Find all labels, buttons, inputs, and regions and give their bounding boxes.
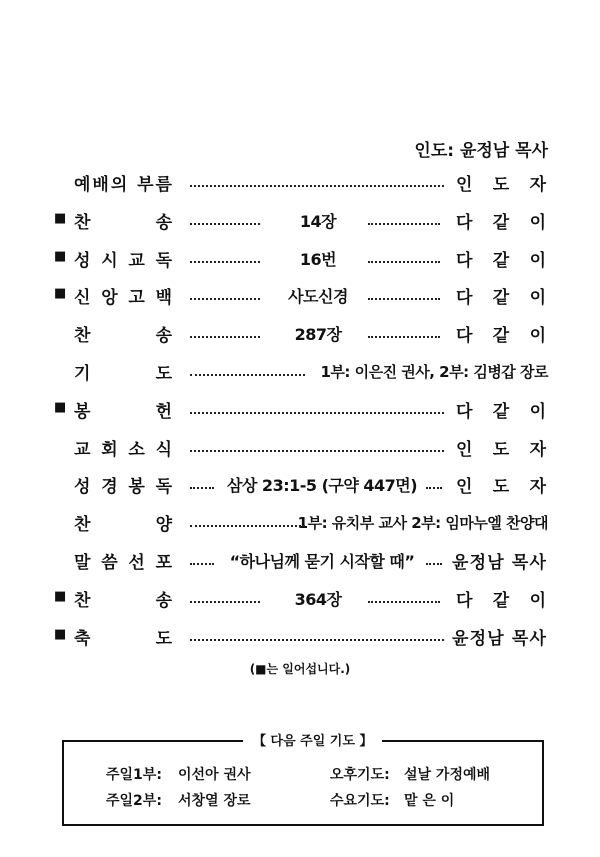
standing-marker: ■ [54,249,67,264]
presider-line: 인도: 윤정남 목사 [414,141,548,161]
order-label-char: 소 [128,439,145,460]
standing-marker: ■ [54,286,67,301]
order-detail: 16번 [299,249,337,269]
order-assignee [456,432,546,462]
order-label-char: 씀 [101,552,118,573]
order-label-char: 독 [155,250,172,271]
order-row [0,167,600,197]
order-assignee [456,583,546,613]
order-label-char: 배 [92,174,109,195]
order-assignee-char: 다 [456,250,473,271]
order-assignee-char: 이 [529,212,546,233]
order-label-char: 말 [74,552,91,573]
order-assignee [456,167,546,197]
order-assignee [456,318,546,348]
dot-leader [190,175,444,187]
order-label-char: 송 [155,325,172,346]
order-label-char: 식 [155,439,172,460]
standing-marker: ■ [54,589,67,604]
order-label [74,394,172,424]
order-label-char: 예 [74,174,91,195]
prayer-key-1: 주일1부: [106,767,162,783]
order-assignee [456,280,546,310]
order-assignee-char: 사 [529,628,546,649]
order-assignee [456,394,546,424]
order-label [74,621,172,651]
order-label-char: 신 [74,287,91,308]
order-row [0,545,600,575]
order-detail: 삼상 23:1-5 (구약 447면) [226,475,418,495]
order-assignee-char: 다 [456,212,473,233]
order-label-char: 름 [155,174,172,195]
order-assignee: 1부: 이은진 권사, 2부: 김병갑 장로 [320,362,548,381]
dot-leader [368,251,440,263]
order-detail: 287장 [294,324,342,344]
standing-marker: ■ [54,211,67,226]
order-label-char: 봉 [128,476,145,497]
order-assignee-char: 같 [492,212,510,233]
order-assignee-char: 윤 [452,552,469,573]
order-detail: 사도신경 [288,286,348,306]
order-label-char: 송 [155,212,172,233]
order-assignee [456,205,546,235]
order-detail: 14장 [299,211,337,231]
prayer-value-1: 이선아 권사 [178,767,251,783]
order-assignee-char: 인 [456,174,473,195]
order-assignee-char: 남 [487,628,504,649]
order-assignee-char: 도 [492,439,510,460]
prayer-key-4: 수요기도: [330,793,390,809]
order-assignee-char: 다 [456,590,473,611]
order-label [74,318,172,348]
order-detail: 364장 [294,589,342,609]
order-label [74,507,172,537]
order-row [0,356,600,386]
order-label-char: 헌 [155,401,172,422]
order-label [74,205,172,235]
order-assignee [456,243,546,273]
dot-leader [190,288,260,300]
order-label-char: 찬 [74,212,91,233]
order-assignee-char: 목 [511,628,529,649]
order-assignee-char: 같 [492,325,510,346]
order-label-char: 성 [74,250,91,271]
order-label-char: 앙 [101,287,118,308]
order-label [74,167,172,197]
order-assignee-char: 같 [492,401,510,422]
standing-marker: ■ [54,400,67,415]
dot-leader [190,364,305,376]
dot-leader [190,477,214,489]
order-row [0,621,600,651]
dot-leader [190,591,260,603]
order-row [0,394,600,424]
order-label [74,469,172,499]
dot-leader [190,213,260,225]
order-row [0,583,600,613]
order-assignee-char [505,550,511,570]
prayer-value-3: 서창열 장로 [178,793,251,809]
order-label-char: 송 [155,590,172,611]
dot-leader [368,213,440,225]
order-row [0,243,600,273]
dot-leader [426,477,442,489]
order-assignee-char: 다 [456,401,473,422]
order-label-char: 백 [155,287,172,308]
order-assignee-char: 다 [456,325,473,346]
order-row [0,507,600,537]
order-assignee-char: 이 [529,401,546,422]
order-label-char: 도 [155,628,172,649]
order-row [0,432,600,462]
order-label [74,545,172,575]
prayer-value-2: 설날 가정예배 [404,767,491,783]
standing-note: (■는 일어섭니다.) [249,662,351,676]
order-row [0,469,600,499]
order-assignee-char: 인 [456,439,473,460]
order-label-char: 봉 [74,401,91,422]
next-prayer-title: 【 다음 주일 기도 】 [243,730,382,749]
order-detail: “하나님께 묻기 시작할 때” [229,551,415,571]
order-assignee-char: 정 [469,552,487,573]
order-assignee-char: 인 [456,476,473,497]
dot-leader [368,326,440,338]
order-label-char: 경 [101,476,118,497]
order-label-char: 찬 [74,325,91,346]
order-label-char: 기 [74,363,91,384]
order-label-char: 교 [128,250,145,271]
dot-leader [190,515,305,527]
order-assignee-char: 윤 [452,628,469,649]
order-row [0,280,600,310]
order-assignee: 1부: 유치부 교사 2부: 임마누엘 찬양대 [297,513,548,532]
order-label-char: 회 [101,439,118,460]
order-assignee-char: 이 [529,287,546,308]
order-label-char: 성 [74,476,91,497]
dot-leader [190,402,444,414]
order-label-char: 포 [155,552,172,573]
order-assignee-char: 자 [529,439,546,460]
order-assignee-char [505,626,511,646]
order-assignee-char: 남 [487,552,504,573]
order-assignee [456,469,546,499]
order-label-char: 의 [110,174,128,195]
order-assignee-char: 같 [492,287,510,308]
order-label-char: 시 [101,250,118,271]
order-assignee-char: 목 [511,552,529,573]
order-assignee-char: 도 [492,476,510,497]
dot-leader [190,251,260,263]
dot-leader [190,326,260,338]
order-label-char: 양 [155,514,172,535]
dot-leader [426,553,442,565]
order-label-char: 고 [128,287,145,308]
standing-marker: ■ [54,627,67,642]
order-label [74,432,172,462]
dot-leader [190,440,444,452]
order-assignee-char: 이 [529,325,546,346]
order-label-char: 교 [74,439,91,460]
prayer-value-4: 맡 은 이 [404,793,455,809]
order-label-char: 독 [155,476,172,497]
dot-leader [190,553,214,565]
prayer-key-3: 주일2부: [106,793,162,809]
dot-leader [190,629,444,641]
order-label [74,356,172,386]
order-assignee-char: 이 [529,590,546,611]
order-label-char: 도 [155,363,172,384]
dot-leader [368,591,440,603]
order-assignee-char: 자 [529,174,546,195]
dot-leader [368,288,440,300]
order-label [74,280,172,310]
order-assignee-char: 이 [529,250,546,271]
order-label-char: 부 [137,174,154,195]
order-assignee-char: 정 [469,628,487,649]
order-row [0,318,600,348]
order-assignee-char: 다 [456,287,473,308]
order-label-char: 찬 [74,590,91,611]
order-label-char: 찬 [74,514,91,535]
order-assignee-char: 자 [529,476,546,497]
order-assignee-char: 같 [492,590,510,611]
prayer-key-2: 오후기도: [330,767,390,783]
order-assignee-char: 같 [492,250,510,271]
order-label [74,243,172,273]
order-label-char [129,172,135,192]
order-label-char: 선 [128,552,145,573]
order-assignee-char: 사 [529,552,546,573]
order-assignee [452,621,546,651]
order-label [74,583,172,613]
order-label-char: 축 [74,628,91,649]
order-assignee [452,545,546,575]
order-assignee-char: 도 [492,174,510,195]
order-row [0,205,600,235]
